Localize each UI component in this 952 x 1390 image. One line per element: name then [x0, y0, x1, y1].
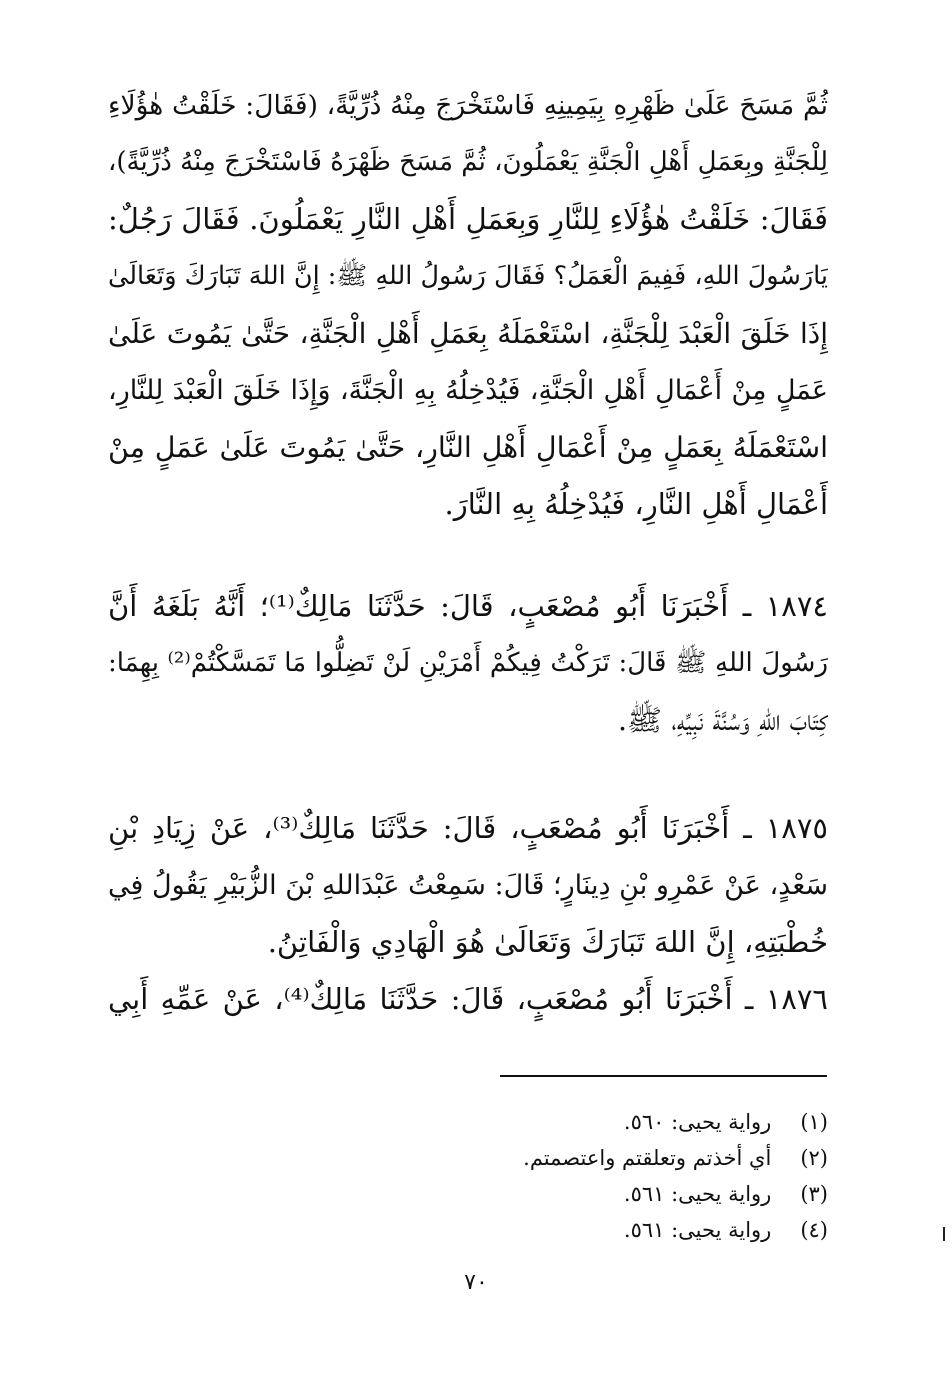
- text-line: يَارَسُولَ اللهِ، فَفِيمَ الْعَمَلُ؟ فَقَالَ رَسُولُ اللهِ ﷺ: إِنَّ اللهَ تَبَارَكَ وَتَعَالَىٰ: [108, 261, 828, 291]
- text-line: خُطْبَتِهِ، إِنَّ اللهَ تَبَارَكَ وَتَعَالَىٰ هُوَ الْهَادِي وَالْفَاتِنُ.: [267, 925, 828, 959]
- page-number: ٧٠: [464, 1270, 488, 1295]
- footnotes: [400, 1104, 828, 1248]
- footnote-number: (٣): [800, 1182, 828, 1206]
- text-line: فَقَالَ: خَلَقْتُ هٰؤُلَاءِ لِلنَّارِ وَبِعَمَلِ أَهْلِ النَّارِ يَعْمَلُونَ. فَقَالَ رَجُلٌ:: [108, 202, 828, 236]
- footnote-number: (٢): [800, 1146, 828, 1170]
- scan-edge-mark: [943, 1227, 945, 1241]
- text-line: رَسُولَ اللهِ ﷺ قَالَ: تَرَكْتُ فِيكُمْ أَمْرَيْنِ لَنْ تَضِلُّوا مَا تَمَسَّكْتُمْ⁽²⁾ بِهِمَا:: [108, 648, 828, 678]
- text-line: ١٨٧٤ ـ أَخْبَرَنَا أَبُو مُصْعَبٍ، قَالَ: حَدَّثَنَا مَالِكٌ⁽¹⁾؛ أَنَّهُ بَلَغَهُ أَنَّ: [108, 589, 828, 623]
- footnote-2: [400, 1140, 828, 1176]
- footnote-number: (١): [800, 1110, 828, 1134]
- footnote-text: أي أخذتم وتعلقتم واعتصمتم.: [523, 1146, 772, 1170]
- footnote-4: [400, 1212, 828, 1248]
- paragraph-continuation: [108, 77, 828, 533]
- footnote-text: رواية يحيى: ٥٦١.: [623, 1218, 772, 1242]
- text-line: لِلْجَنَّةِ وبِعَمَلِ أَهْلِ الْجَنَّةِ يَعْمَلُونَ، ثُمَّ مَسَحَ ظَهْرَهُ فَاسْتَخْرَجَ مِنْهُ ذُرِّيَّةً)،: [108, 147, 828, 177]
- text-line: اسْتَعْمَلَهُ بِعَمَلٍ مِنْ أَعْمَالِ أَهْلِ النَّارِ، حَتَّىٰ يَمُوتَ عَلَىٰ عَمَلٍ مِنْ: [108, 431, 828, 464]
- footnote-text: رواية يحيى: ٥٦٠.: [623, 1110, 772, 1134]
- text-line: إِذَا خَلَقَ الْعَبْدَ لِلْجَنَّةِ، اسْتَعْمَلَهُ بِعَمَلِ أَهْلِ الْجَنَّةِ، حَتَّىٰ يَمُوتَ عَلَىٰ: [108, 317, 828, 350]
- text-line: كِتَابَ اللهِ وَسُنَّةَ نَبِيِّهِ، ﷺ.: [617, 703, 828, 737]
- text-line: ١٨٧٥ ـ أَخْبَرَنَا أَبُو مُصْعَبٍ، قَالَ: حَدَّثَنَا مَالِكٌ⁽³⁾، عَنْ زِيَادِ بْنِ: [108, 811, 828, 845]
- text-line: ثُمَّ مَسَحَ عَلَىٰ ظَهْرِهِ بِيَمِينِهِ فَاسْتَخْرَجَ مِنْهُ ذُرِّيَّةً، (فَقَالَ: خَلَقْتُ هٰؤُلَاءِ: [108, 90, 828, 121]
- text-line: سَعْدٍ، عَنْ عَمْرِو بْنِ دِينَارٍ؛ قَالَ: سَمِعْتُ عَبْدَاللهِ بْنَ الزُّبَيْرِ يَقُولُ فِي: [108, 870, 828, 901]
- hadith-1874: [108, 578, 828, 749]
- hadith-1876: [108, 971, 828, 1028]
- text-line: أَعْمَالِ أَهْلِ النَّارِ، فَيُدْخِلُهُ بِهِ النَّارَ.: [444, 487, 828, 521]
- text-line: عَمَلٍ مِنْ أَعْمَالِ أَهْلِ الْجَنَّةِ، فَيُدْخِلُهُ بِهِ الْجَنَّةَ، وَإِذَا خَلَقَ الْعَبْدَ لِلنَّارِ،: [108, 375, 828, 406]
- footnote-1: [400, 1104, 828, 1140]
- footnote-3: [400, 1176, 828, 1212]
- footnote-number: (٤): [800, 1218, 828, 1242]
- hadith-1875: [108, 800, 828, 971]
- footnote-separator: [500, 1075, 827, 1077]
- text-line: ١٨٧٦ ـ أَخْبَرَنَا أَبُو مُصْعَبٍ، قَالَ: حَدَّثَنَا مَالِكٌ⁽⁴⁾، عَنْ عَمِّهِ أَبِي: [108, 982, 828, 1016]
- footnote-text: رواية يحيى: ٥٦١.: [623, 1182, 772, 1206]
